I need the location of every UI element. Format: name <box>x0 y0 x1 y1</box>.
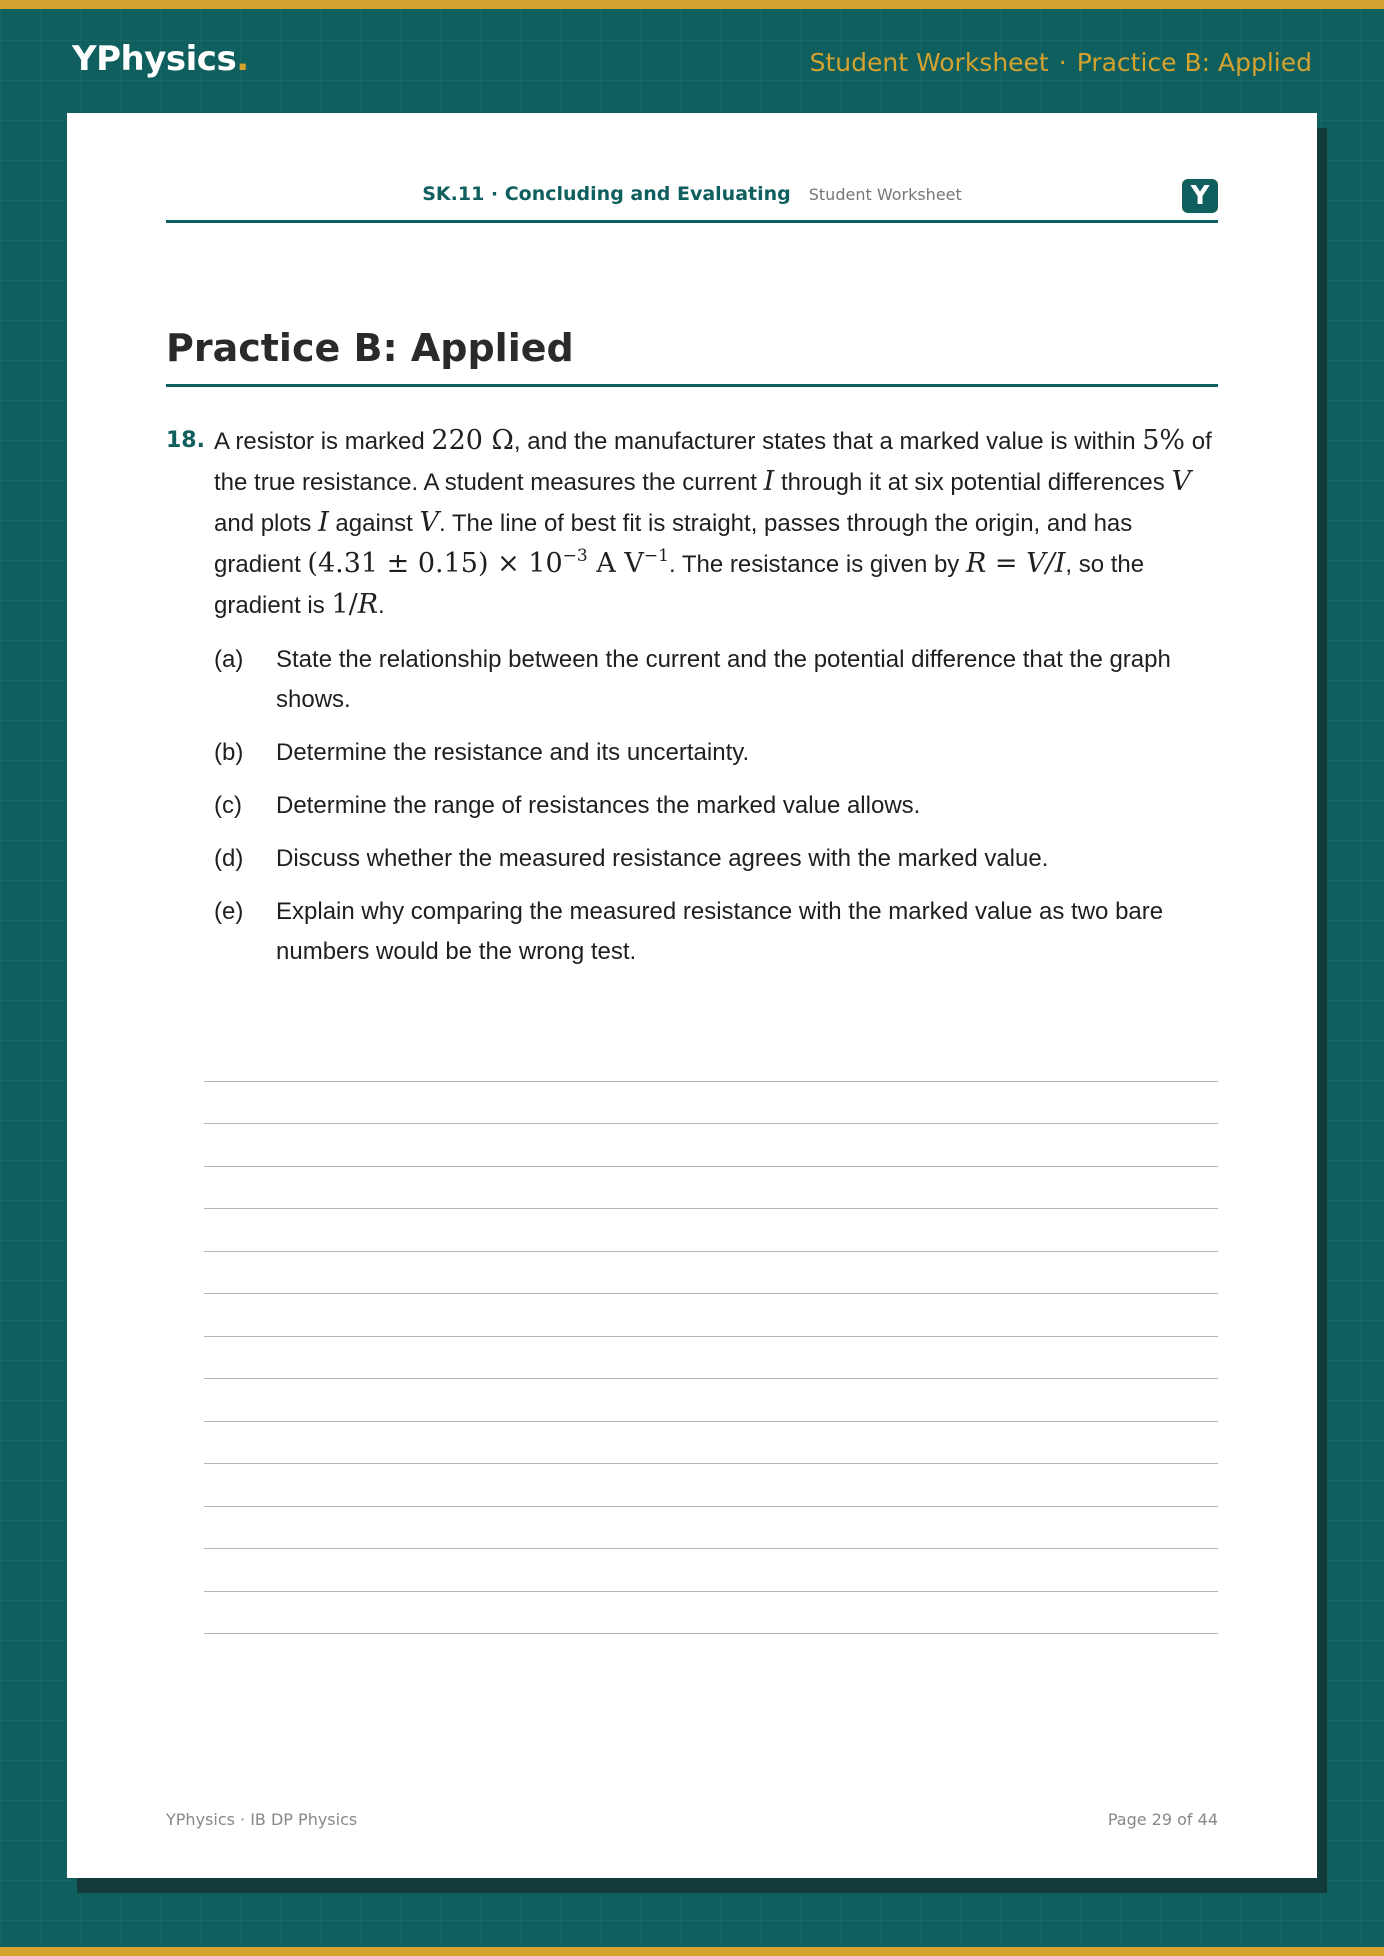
question-number: 18. <box>166 428 205 453</box>
breadcrumb-section: Practice B: Applied <box>1076 48 1312 77</box>
question-part-d <box>214 839 1218 879</box>
part-label: (e) <box>214 898 244 925</box>
part-text: Discuss whether the measured resistance agrees with the marked value. <box>276 845 1049 872</box>
question-stem: A resistor is marked 220 Ω, and the manufacturer states that a marked value is within 5% of the true resistance. A student measures the current I through it at six potential differences V and plots I against V. The line of best fit is straight, passes through the origin, and has gradient $(4.31 \pm 0.15) \times 10^{-3}$ A $V^{-1}$. The resistance is given by R = V/I, so the gradient is 1/R. <box>214 425 1212 620</box>
brand-logo[interactable]: YPhysics. <box>72 39 249 79</box>
answer-line[interactable] <box>204 1294 1218 1337</box>
site-header <box>0 9 1384 113</box>
top-accent-bar <box>0 0 1384 9</box>
running-head-subtitle: Student Worksheet <box>808 185 962 204</box>
question-part-e <box>214 892 1218 972</box>
answer-line[interactable] <box>204 1379 1218 1422</box>
section-title: Practice B: Applied <box>166 323 1218 387</box>
breadcrumb <box>810 48 1312 77</box>
breadcrumb-separator: · <box>1058 48 1067 77</box>
question-part-a <box>214 640 1218 720</box>
answer-line[interactable] <box>204 1422 1218 1465</box>
bottom-accent-bar <box>0 1947 1384 1956</box>
part-text: Explain why comparing the measured resistance with the marked value as two bare numbers would be the wrong test. <box>276 898 1164 965</box>
answer-line[interactable] <box>204 1124 1218 1167</box>
part-label: (c) <box>214 792 242 819</box>
y-logo-icon: Y <box>1182 179 1218 213</box>
question-parts <box>214 640 1218 972</box>
worksheet-page <box>67 113 1317 1878</box>
part-label: (d) <box>214 845 244 872</box>
answer-line[interactable] <box>204 1082 1218 1125</box>
part-label: (a) <box>214 646 244 673</box>
answer-line[interactable] <box>204 1039 1218 1082</box>
answer-line[interactable] <box>204 1252 1218 1295</box>
footer-course: YPhysics · IB DP Physics <box>166 1810 358 1829</box>
question-part-b <box>214 733 1218 773</box>
part-text: Determine the resistance and its uncertainty. <box>276 739 750 766</box>
answer-line[interactable] <box>204 1549 1218 1592</box>
answer-line[interactable] <box>204 1507 1218 1550</box>
answer-line[interactable] <box>204 1464 1218 1507</box>
answer-line[interactable] <box>204 1337 1218 1380</box>
part-label: (b) <box>214 739 244 766</box>
answer-line[interactable] <box>204 1209 1218 1252</box>
part-text: Determine the range of resistances the marked value allows. <box>276 792 921 819</box>
part-text: State the relationship between the current and the potential difference that the graph shows. <box>276 646 1171 713</box>
answer-line[interactable] <box>204 1167 1218 1210</box>
running-head-title: SK.11 · Concluding and Evaluating <box>422 183 791 205</box>
question-part-c <box>214 786 1218 826</box>
running-head <box>166 165 1218 223</box>
footer-page-number: Page 29 of 44 <box>1107 1810 1218 1829</box>
answer-lines[interactable] <box>204 1039 1218 1634</box>
breadcrumb-doc: Student Worksheet <box>809 48 1049 77</box>
answer-line[interactable] <box>204 1592 1218 1635</box>
question-18 <box>166 421 1218 985</box>
